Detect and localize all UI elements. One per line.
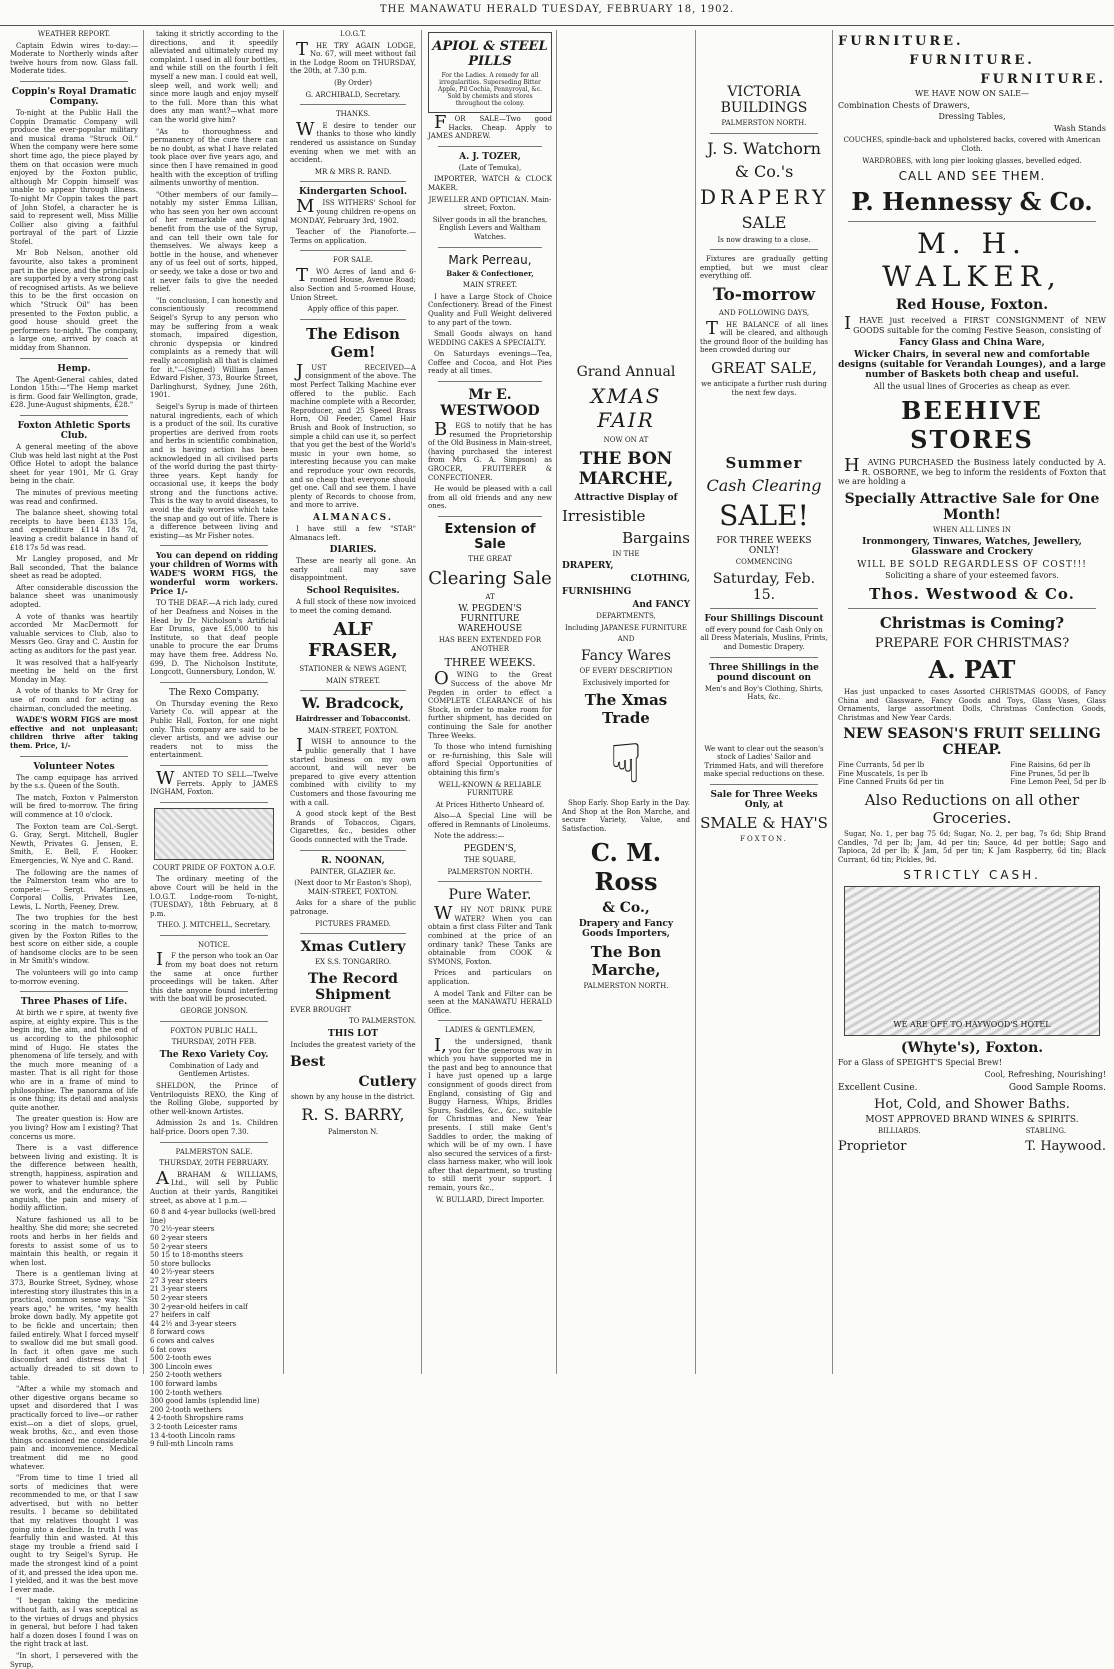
athletic-para: After considerable discussion the balance sheet was unanimously adopted.	[10, 583, 138, 610]
record-to: TO PALMERSTON.	[348, 1017, 416, 1026]
hall-heading: FOXTON PUBLIC HALL.	[170, 1026, 258, 1035]
wicker-chairs: Wicker Chairs, in several new and comfortable designs (suitable for Verandah Lounges), and a large number of Baskets both cheap and useful.	[838, 350, 1106, 381]
pegden-para: WELL-KNOWN & RELIABLE FURNITURE	[438, 780, 542, 798]
anticipate: we anticipate a further rush during the next few days.	[701, 379, 827, 397]
iogt-by: (By Order)	[334, 78, 372, 87]
barry-name: R. S. BARRY,	[301, 1105, 405, 1125]
stabling: STABLING.	[1025, 1126, 1066, 1135]
three-phases-para: "From time to time I tried all sorts of medicines that were recommended to me, or that I saw advertised, but with no better results. I became so debilitated that my relatives thought I was going into a decline. In truth I was fearfully thin and wasted. At this stage my trouble a friend said I ought to try Seigel's Syrup. He made the strongest kind of a point of it, and pressed the idea upon me. I yielded, and it was the best move I ever made.	[10, 1474, 138, 1594]
stock-item: 30 2-year-old heifers in calf	[150, 1302, 248, 1311]
athletic-para: A general meeting of the above Club was held last night at the Post Office Hotel to adopt the balance sheet for year 1901, Mr G. Gray being in the chair.	[10, 442, 138, 486]
ross-co: & Co.,	[602, 899, 650, 916]
baths: Hot, Cold, and Shower Baths.	[874, 1096, 1070, 1112]
sugar-prices: Sugar, No. 1, per bag 75 6d; Sugar, No. 2, per bag, 7s 6d; Ship Brand Candles, 7d per lb; Jam, 4d per tin; Sauce, 4d per bottle; Sago and Tapioca, 2d per lb; K Jam, 5d per tin; K Jam Raspberry, 6d tin; Black Currant, 6d tin; Pickles, 9d.	[838, 830, 1106, 864]
weather-heading: WEATHER REPORT.	[37, 30, 111, 38]
fruit-price: Fine Muscatels, 1s per lb	[838, 769, 928, 778]
prepare-christmas: PREPARE FOR CHRISTMAS?	[874, 635, 1070, 651]
stock-item: 100 2-tooth wethers	[150, 1388, 222, 1397]
noonan-sub: PAINTER, GLAZIER &c.	[310, 867, 396, 876]
pegden-para: At Prices Hitherto Unheard of.	[435, 800, 545, 809]
tomorrow-heading: To-morrow	[712, 284, 816, 305]
hemp-para: The Agent-General cables, dated London 15th:—"The Hemp market is firm. Good fair Wellington, grade, £28. June-August shipments, £28."	[10, 375, 138, 410]
masthead: THE MANAWATU HERALD TUESDAY, FEBRUARY 18, 1902.	[0, 0, 1114, 26]
westwood-name: Mr E. WESTWOOD	[440, 387, 540, 420]
four-shillings-para: off every pound for Cash Only on all Dress Materials, Muslins, Prints, and Domestic Drapery.	[700, 625, 828, 651]
fancy-wares: Fancy Wares	[580, 647, 671, 664]
volunteer-heading: Volunteer Notes	[33, 761, 115, 772]
stock-item: 8 forward cows	[150, 1328, 205, 1337]
watchorn-co: & Co.'s	[734, 161, 794, 181]
athletic-para: A vote of thanks to Mr Gray for use of room and for acting as chairman, concluded the meeting.	[10, 687, 138, 713]
red-house: Red House, Foxton.	[895, 297, 1049, 314]
three-phases-para: "After a while my stomach and other digestive organs became so upset and disordered that I was practically forced to live—or rather exist—on a diet of slops, gruel, weak broths, &c., and even those things occasioned me considerable pain and inconvenience. Medical treatment did me no good whatever.	[10, 1385, 138, 1471]
volunteer-para: The camp equipage has arrived by the s.s. Queen of the South.	[10, 773, 138, 791]
xmas-trade: The Xmas Trade	[584, 691, 668, 728]
tozer-para: IMPORTER, WATCH & CLOCK MAKER.	[428, 175, 552, 192]
tozer-para: JEWELLER AND OPTICIAN. Main-street, Foxton.	[428, 195, 552, 213]
xmas-fair: XMAS FAIR	[590, 384, 662, 432]
seigel-para: Seigel's Syrup is made of thirteen natural ingredients, each of which is a product of the soil. Its curative properties are derived from roots and herbs in scientific combination, and is having action has been acknowledged in all civilised parts of the world during the past thirty-three years. Kept handy for occasional use, it keeps the body strong and the functions active. This is the way to avoid diseases, to avoid the daily worries which take the snap and go out of life. There is a difference between living and existing—as Mr Fisher notes.	[150, 402, 278, 540]
have-on-sale: WE HAVE NOW ON SALE—	[915, 89, 1029, 98]
beehive-stores: BEEHIVE STORES	[901, 395, 1043, 454]
pills-heading: APIOL & STEEL PILLS	[432, 39, 548, 69]
athletic-para: Mr Langley proposed, and Mr Ball seconded, That the balance sheet as read be adopted.	[10, 555, 138, 581]
athletic-heading: Foxton Athletic Sports Club.	[17, 420, 131, 441]
seigel-para: "As to thoroughness and permanency of the cure there can be no doubt, as what I have related took place over five years ago, and since then I have remained in good health with the exception of trifling ailments unworthy of mention.	[150, 127, 278, 188]
lot-para: Includes the greatest variety of the	[290, 1040, 416, 1049]
stock-item: 50 store bullocks	[150, 1259, 211, 1268]
for-sale-para: TWO Acres of land and 6-roomed House, Avenue Road; also Section and 5-roomed House, Union Street.	[290, 264, 416, 302]
three-phases-para: There is a gentleman living at 373, Bourke Street, Sydney, whose interesting story illustrates this in a practical, common sense way. "Six years ago," he writes, "my health broke down badly. My appetite got to be fickle and uncertain; then failed entirely. What I forced myself to swallow did me but small good. In fact it often gave me such discomfort and distress that I actually dreaded to sit down to table.	[10, 1270, 138, 1382]
combination-chests: Combination Chests of Drawers,	[838, 100, 970, 110]
close-note: Is now drawing to a close.	[717, 235, 811, 244]
tozer-para: Silver goods in all the branches, English Levers and Waltham Watches.	[432, 215, 548, 241]
westwood-para: BEGS to notify that he has resumed the Proprietorship of the Old Business in Main-street, (having purchased the interest from Mrs G. A. Simpson) as GROCER, FRUITERER & CONFECTIONER.	[428, 419, 552, 482]
apat-name: A. PAT	[928, 654, 1016, 684]
hemp-heading: Hemp.	[57, 363, 91, 374]
haywood-name: T. Haywood.	[1025, 1138, 1106, 1154]
extension-sub: THE GREAT	[468, 555, 512, 563]
column-2	[146, 30, 282, 1449]
noonan-frame: PICTURES FRAMED.	[315, 919, 391, 928]
japanese-furniture: Including JAPANESE FURNITURE	[564, 623, 688, 632]
pointing-hand-icon: ☟	[609, 731, 643, 795]
diaries-heading: DIARIES.	[329, 545, 377, 556]
noonan-para: Asks for a share of the public patronage.	[290, 899, 416, 916]
balance-para: THE BALANCE of all lines will be cleared, and although the ground floor of the building has been crowded during our	[700, 317, 828, 355]
now-on: NOW ON AT	[603, 436, 649, 444]
westwood-para: He would be pleased with a call from all old friends and any new ones.	[428, 485, 552, 511]
grand-annual: Grand Annual	[576, 364, 676, 380]
stock-item: 200 2-tooth wethers	[150, 1405, 222, 1414]
three-phases-para: The greater question is: How are you living? How am I existing? That concerns us more.	[10, 1115, 138, 1141]
three-phases-para: At birth we r spire, at twenty five aspire, at eighty expire. This is the begin ing, the aim, and the end of us according to the philosophic mind of Hugo. He states the phenomena of life tersely, and with the much more meaning of a master. That is all right for those who are in a frame of mind to philosophise. The panorama of life is one thing; its detail and analysis quite another.	[10, 1009, 138, 1112]
saturday-date: Saturday, Feb. 15.	[712, 570, 816, 603]
fancy-word: And FANCY	[632, 600, 690, 611]
bradcock-name: W. Bradcock,	[301, 696, 405, 713]
hall-sub: Combination of Lady and Gentlemen Artistes.	[169, 1061, 259, 1079]
three-phases-para: There is a vast difference between living and existing. It is the difference between health, strength, happiness, aspiration and power to whatever humble sphere we work, and the endurance, the anguish, the pain and misery of bodily affliction.	[10, 1144, 138, 1213]
also-reductions: Also Reductions on all other Groceries.	[864, 791, 1080, 828]
column-5	[558, 30, 694, 1374]
stock-item: 60 8 and 4-year bullocks (well-bred line)	[150, 1208, 276, 1225]
note-address: Note the address:—	[434, 832, 505, 841]
court-emblem-image	[154, 808, 274, 860]
wade-worm-ad: WADE'S WORM FIGS are most effective and not unpleasant; children thrive after taking them. Price, 1/-	[10, 715, 138, 750]
fixtures-note: Fixtures are gradually getting emptied, but we must clear everything off.	[700, 255, 828, 281]
clear-hats-para: We want to clear out the season's stock of Ladies' Sailor and Trimmed Hats, and will therefore make special reductions on these.	[703, 744, 825, 779]
tozer-sub: (Late of Temuka),	[458, 163, 522, 172]
fancy-glass: Fancy Glass and China Ware,	[899, 338, 1045, 349]
extended-text: HAS BEEN EXTENDED FOR ANOTHER	[438, 636, 542, 653]
billiards: BILLIARDS.	[878, 1126, 921, 1135]
iogt-signature: G. ARCHIBALD, Secretary.	[305, 90, 401, 99]
whytes-foxton: (Whyte's), Foxton.	[900, 1040, 1044, 1057]
wardrobes-line: WARDROBES, with long pier looking glasses, bevelled edged.	[862, 156, 1082, 165]
clothing-word: CLOTHING,	[630, 574, 690, 585]
bon-marche-heading: THE BON MARCHE,	[578, 448, 674, 489]
for-sale-heading: FOR SALE.	[333, 256, 373, 265]
stock-item: 9 full-mth Lincoln rams	[150, 1440, 234, 1449]
water-para: A model Tank and Filter can be seen at the MANAWATU HERALD Office.	[428, 989, 552, 1015]
pegden-warehouse: W. PEGDEN'S FURNITURE WAREHOUSE	[457, 604, 523, 635]
volunteer-para: The volunteers will go into camp to-morrow evening.	[10, 969, 138, 986]
worm-figs-ad: You can depend on ridding your children of Worms with WADE'S WORM FIGS, the wonderful worm workers. Price 1/-	[150, 550, 278, 597]
pegdens-square: THE SQUARE,	[464, 856, 516, 865]
ironmongery: Ironmongery, Tinwares, Watches, Jewellery, Glassware and Crockery	[862, 537, 1082, 558]
furnishing-word: FURNISHING	[562, 587, 632, 598]
sale-date: THURSDAY, 20TH FEBRUARY.	[159, 1159, 269, 1168]
fruit-price: Fine Lemon Peel, 5d per lb	[1010, 778, 1106, 787]
commencing: COMMENCING	[735, 558, 793, 567]
shop-early: Shop Early. Shop Early in the Day. And Shop at the Bon Marche, and secure Variety, Value, and Satisfaction.	[562, 799, 690, 833]
perreau-addr: MAIN STREET.	[462, 281, 518, 290]
bon-marche-footer: The Bon Marche,	[590, 942, 662, 979]
pegden-para: Also—A Special Line will be offered in Remnants of Linoleums.	[428, 812, 552, 829]
column-3	[286, 30, 420, 1374]
when-all-lines: WHEN ALL LINES IN	[933, 525, 1011, 534]
three-weeks: THREE WEEKS.	[444, 656, 536, 670]
iogt-heading: I.O.G.T.	[340, 30, 366, 38]
coppin-para: Mr Bob Nelson, another old favourite, also takes a prominent part in the piece, and the principals are supported by a very strong cast of recognised artists. As we believe this to be the first occasion on which "Struck Oil" has been presented to the Foxton public, a good house should greet the performers to-night. The company, a large one, arrived by coach at midday from Shannon.	[10, 249, 138, 352]
sale-big: SALE!	[719, 499, 809, 533]
apat-para: Has just unpacked to cases Assorted CHRISTMAS GOODS, of Fancy China and Glassware, Fancy Goods and Toys, Glass Vases, Glass Ornaments, large assortment Dolls, Christmas Confection Goods, Christmas and New Year Cards.	[838, 687, 1106, 722]
stock-item: 70 2½-year steers	[150, 1225, 215, 1234]
drapery-word: DRAPERY,	[562, 561, 614, 572]
weather-report: Captain Edwin wires to-day:— Moderate to Northerly winds after twelve hours from now. Glass fall. Moderate tides.	[10, 41, 138, 76]
athletic-para: It was resolved that a half-yearly meeting be held on the first Monday in May.	[10, 658, 138, 684]
summer-heading: Summer	[725, 454, 803, 473]
hotel-caption: WE ARE OFF TO HAYWOOD'S HOTEL	[893, 1020, 1051, 1030]
wash-stands: Wash Stands	[1054, 123, 1106, 133]
every-desc: OF EVERY DESCRIPTION	[579, 666, 673, 675]
exclusively: Exclusively imported for	[582, 678, 670, 687]
proprietor-row	[838, 1139, 1106, 1154]
noonan-addr: (Next door to Mr Easton's Shop), MAIN-STREET, FOXTON.	[294, 879, 412, 896]
fraser-addr: MAIN STREET.	[325, 676, 381, 685]
billiards-row	[838, 1127, 1106, 1135]
hall-date: THURSDAY, 20TH FEB.	[171, 1038, 257, 1047]
irresistible-word: Irresistible	[562, 506, 646, 525]
court-signature: THEO. J. MITCHELL, Secretary.	[157, 921, 271, 930]
christmas-coming: Christmas is Coming?	[879, 613, 1065, 632]
water-para: WHY NOT DRINK PURE WATER? When you can obtain a first class Filter and Tank combined at the price of an ordinary tank? These Tanks are obtainable from COOK & SYMONS, Foxton.	[428, 903, 552, 966]
notice-heading: NOTICE.	[198, 940, 230, 949]
soliciting: Soliciting a share of your esteemed favors.	[885, 571, 1059, 581]
seigel-para: taking it strictly according to the directions, and it speedily alleviated and ultimately cured my complaint. I used in all four bottles, and while still on the fourth I felt myself a new man. I could eat well, sleep well, and work well; and since more laugh and enjoy myself to the full. More than this what does any man want?—what more can the world give him?	[150, 30, 278, 124]
call-see: CALL AND SEE THEM.	[898, 169, 1046, 184]
stock-item: 60 2-year steers	[150, 1233, 208, 1242]
excellent-cusine: Excellent Cusine.	[838, 1082, 918, 1093]
smale-foxton: FOXTON.	[740, 835, 788, 844]
smale-hays: SMALE & HAY'S	[700, 814, 828, 833]
stock-item: 300 Lincoln ewes	[150, 1362, 212, 1371]
pegden-para: To those who intend furnishing or re-furnishing, this Sale will afford Special Opportunities of obtaining this firm's	[428, 743, 552, 777]
departments-word: DEPARTMENTS,	[596, 612, 656, 621]
athletic-para: A vote of thanks was heartily accorded Mr MacDermott for valuable services to Club, also to Messrs Geo. Gray and C. Austin for acting as auditors for the past year.	[10, 612, 138, 656]
seigel-para: "Other members of our family—notably my sister Emma Lillian, who has seen you her own account of her remarkable and signal benefit from the use of the Syrup, and can tell their own tale for themselves. We always keep a bottle in the house, and whenever any of us feel out of sorts, hipped, or seedy, we take a dose or two and it never fails to give the needed relief.	[150, 190, 278, 294]
pegdens-name: PEGDEN'S,	[463, 844, 517, 855]
furniture-3: FURNITURE.	[980, 72, 1106, 87]
beehive-para: HAVING PURCHASED the Business lately conducted by A. R. OSBORNE, we beg to inform the residents of Foxton that we are holding a	[838, 454, 1106, 487]
diaries-para: These are nearly all gone. An early call may save disappointment.	[290, 557, 416, 583]
sale-heading: SALE	[741, 212, 787, 232]
sale-three-weeks: Sale for Three Weeks Only, at	[710, 790, 818, 811]
volunteer-para: The match, Foxton v Palmerston will be fired to-morrow. The firing will commence at 10 o'clock.	[10, 793, 138, 819]
best-word: Best	[290, 1053, 326, 1070]
iogt-para: THE TRY AGAIN LODGE, No. 67, will meet without fail in the Lodge Room on THURSDAY, the 20th, at 7.30 p.m.	[290, 38, 416, 76]
cutlery-sub: EX S.S. TONGARIRO.	[314, 958, 392, 967]
pegden-para: OWING to the Great Success of the above Mr Pegden in order to effect a COMPLETE CLEARANCE of his Stock, in order to make room for further shipment, has decided on continuing the Sale for another Three Weeks.	[428, 668, 552, 740]
bon-marche-palm: PALMERSTON NORTH.	[583, 981, 669, 990]
stock-item: 50 15 to 18-months steers	[150, 1251, 243, 1260]
stock-item: 300 good lambs (splendid line)	[150, 1397, 260, 1406]
hennessy-name: P. Hennessy & Co.	[851, 187, 1093, 217]
athletic-para: The balance sheet, showing total receipts to have been £133 15s, and expenditure £114 18s 7d, leaving a credit balance in hand of £18 17s 5d was read.	[10, 509, 138, 552]
sale-heading: PALMERSTON SALE.	[175, 1147, 253, 1156]
hall-admission: Admission 2s and 1s. Children half-price. Doors open 7.30.	[150, 1119, 278, 1136]
water-para: Prices and particulars on application.	[428, 969, 552, 986]
bradcock-sub: Hairdresser and Tobacconist.	[295, 714, 411, 724]
rexo-variety-title: The Rexo Variety Coy.	[159, 1049, 269, 1060]
sold-regardless: WILL BE SOLD REGARDLESS OF COST!!!	[857, 560, 1087, 571]
hotel-row	[838, 1083, 1106, 1093]
attractive-display: Attractive Display of	[574, 492, 678, 503]
record-ever: EVER BROUGHT	[290, 1005, 352, 1014]
usual-groceries: All the usual lines of Groceries as cheap as ever.	[873, 382, 1071, 392]
drapery-heading: DRAPERY	[700, 184, 830, 209]
kindergarten-para: MISS WITHERS' School for young children re-opens on MONDAY, February 3rd, 1902.	[290, 196, 416, 225]
fruit-prices	[838, 761, 1106, 787]
kindergarten-para: Teacher of the Pianoforte.—Terms on application.	[290, 228, 416, 245]
school-para: A full stock of these now invoiced to meet the coming demand.	[290, 597, 416, 615]
hack-ad: FOR SALE—Two good Hacks. Cheap. Apply to JAMES ANDREW.	[428, 112, 552, 141]
three-weeks-only: FOR THREE WEEKS ONLY!	[716, 536, 812, 557]
record-heading: The Record Shipment	[308, 970, 398, 1003]
column-6	[696, 30, 832, 1374]
athletic-para: The minutes of previous meeting was read and confirmed.	[10, 488, 138, 506]
rexo-para: On Thursday evening the Rexo Variety Co. will appear at the Public Hall, Foxton, for one night only. This company are said to be clever artists, and we advise our readers not to miss the entertainment.	[150, 699, 278, 760]
stock-item: 4 2-tooth Shropshire rams	[150, 1414, 244, 1423]
notice-para: IF the person who took an Oar from my boat does not return the same at once further proceedings will be taken. After this date anyone found interfering with the boat will be prosecuted.	[150, 949, 278, 1004]
hall-desc: SHELDON, the Prince of Ventriloquists REXO, the King of the Rolling Globe, supported by other well-known Artistes.	[150, 1082, 278, 1116]
court-para: The ordinary meeting of the above Court will be held in the I.O.G.T. Lodge-room To-night, (TUESDAY), 18th February, at 8 p.m.	[150, 875, 278, 918]
pegdens-palm: PALMERSTON NORTH.	[447, 867, 533, 876]
thos-westwood: Thos. Westwood & Co.	[869, 584, 1075, 603]
coppin-heading: Coppin's Royal Dramatic Company.	[11, 86, 137, 107]
water-heading: Pure Water.	[448, 887, 532, 904]
three-shillings-heading: Three Shillings in the pound discount on	[709, 662, 819, 683]
stock-item: 3 2-tooth Leicester rams	[150, 1422, 238, 1431]
stock-item: 40 2½-year steers	[150, 1268, 215, 1277]
ladies-signature: W. BULLARD, Direct Importer.	[435, 1195, 545, 1204]
column-4	[424, 30, 556, 1374]
stock-item: 27 3 year steers	[150, 1276, 208, 1285]
speights-glass: For a Glass of SPEIGHT'S Special Brew!	[838, 1058, 1002, 1068]
furniture-2: FURNITURE.	[909, 53, 1035, 68]
perreau-sub: Baker & Confectioner,	[446, 268, 534, 278]
watchorn-name: J. S. Watchorn	[707, 138, 821, 158]
in-the: IN THE	[612, 549, 640, 558]
furniture-1: FURNITURE.	[838, 34, 964, 49]
three-shillings-para: Men's and Boy's Clothing, Shirts, Hats, &c.	[704, 684, 824, 702]
stock-item: 100 forward lambs	[150, 1380, 218, 1388]
three-phases-para: "I began taking the medicine without faith, as I was sceptical as to the virtues of drugs and physics in general, but before I had taken half a dozen doses I found I was on the right track at last.	[10, 1597, 138, 1649]
volunteer-para: The following are the names of the Palmerston team who are to compete:— Sergt. Martinsen, Corporal Collis, Privates Lee, Lewis, L. North, Feeney, Drew.	[10, 868, 138, 911]
school-heading: School Requisites.	[306, 585, 400, 596]
lot-heading: THIS LOT	[328, 1028, 378, 1039]
fruit-price: Fine Currants, 5d per lb	[838, 761, 925, 770]
ross-name: C. M. Ross	[590, 837, 662, 896]
three-phases-para: "In short, I persevered with the Syrup,	[10, 1651, 138, 1669]
bradcock-para: IWISH to announce to the public generally that I have started business on my own account, and will never be prepared to give every attention combined with civility to my Customers and those favouring me with a call.	[290, 735, 416, 807]
stock-list	[150, 1208, 278, 1449]
edison-para: JUST RECEIVED—A consignment of the above. The most Perfect Talking Machine ever offered to the public. Each machine complete with a Recorder, Reproducer, and 25 Speed Brass Horn, Oil Feeder, Camel Hair Brush and Book of Instruction, so simple a child can use it, so perfect that you get the best of the World's music in your own home, so interesting because you can make and reproduce your own records, and so cheap that everyone should get one. Call and see them. I have plenty of Records to choose from, and more to arrive.	[290, 360, 416, 510]
stock-item: 21 3-year steers	[150, 1285, 208, 1294]
court-heading: COURT PRIDE OF FOXTON A.O.F.	[152, 863, 276, 872]
ladies-para: I,the undersigned, thank you for the generous way in which you have supported me in the past and beg to announce that I have just opened up a large consignment of goods direct from England, consisting of Gig and Buggy Harness, Whips, Bridles Spurs, Saddles, &c., &c., suitable for Christmas and New Year presents. I still make Gent's Saddles to order, the making of which will be of my own. I have also secured the services of a first-class harness maker, who will look after that department, so trusting to still merit your support. I remain, yours &c.,	[428, 1034, 552, 1193]
stock-item: 50 2-year steers	[150, 1294, 208, 1303]
specially-attractive: Specially Attractive Sale for One Month!	[844, 490, 1100, 523]
fraser-name: ALF FRASER,	[308, 619, 398, 662]
bargains-word: Bargains	[622, 528, 690, 547]
notice-signature: GEORGE JONSON.	[180, 1007, 248, 1016]
proprietor-label: Proprietor	[838, 1138, 907, 1154]
sale-para: ABRAHAM & WILLIAMS, Ltd., will sell by Public Auction at their yards, Rangitikei street, as above at 1 p.m.—	[150, 1167, 278, 1205]
walker-para: IHAVE just received a FIRST CONSIGNMENT of NEW GOODS suitable for the coming Festive Season, consisting of	[844, 313, 1106, 335]
stock-item: 6 fat cows	[150, 1345, 187, 1354]
clearing-heading: Clearing Sale	[428, 567, 552, 589]
almanacs-heading: ALMANACS.	[313, 512, 393, 523]
column-7	[834, 30, 1110, 1374]
perreau-name: Mark Perreau,	[448, 252, 532, 267]
noonan-name: R. NOONAN,	[321, 855, 385, 866]
cash-clearing: Cash Clearing	[706, 476, 822, 496]
fruit-left	[838, 761, 944, 787]
three-phases-heading: Three Phases of Life.	[20, 997, 128, 1008]
fruit-price: Fine Raisins, 6d per lb	[1010, 761, 1091, 770]
stock-item: 500 2-tooth ewes	[150, 1354, 212, 1363]
almanacs-para: I have still a few "STAR" Almanacs left.	[290, 524, 416, 542]
bradcock-para: A good stock kept of the Best Brands of Tobaccos, Cigars, Cigarettes, &c., besides other Goods connected with the Trade.	[290, 810, 416, 844]
fruit-heading: NEW SEASON'S FRUIT SELLING CHEAP.	[843, 726, 1101, 759]
couches-line: COUCHES, spindle-back and upholstered backs, covered with American Cloth.	[843, 136, 1101, 153]
at-word: AT	[485, 592, 495, 601]
following-days: AND FOLLOWING DAYS,	[718, 308, 810, 317]
wines-spirits: MOST APPROVED BRAND WINES & SPIRITS.	[865, 1114, 1079, 1125]
deaf-ad: TO THE DEAF.—A rich lady, cured of her Deafness and Noises in the Head by Dr Nicholson's Artificial Ear Drums, gave £5,000 to his Institute, so that deaf people unable to procure the ear Drums may have them free. Address No. 699, D. The Nicholson Institute, Longcott, Gunnersbury, London, W.	[150, 599, 278, 677]
ladies-heading: LADIES & GENTLEMEN,	[444, 1026, 536, 1035]
bradcock-addr: MAIN-STREET, FOXTON.	[307, 726, 399, 735]
seigel-para: "In conclusion, I can honestly and conscientiously recommend Seigel's Syrup to any person who may be suffering from a weak stomach, impaired digestion, chronic dyspepsia or kindred complaints as a remedy that will really accomplish all that is claimed for it."—(Signed) William James Edward Fisher, 373, Bourke Street, Darlinghurst, Sydney, June 26th, 1901.	[150, 296, 278, 400]
three-phases-para: Nature fashioned us all to be healthy. She did more; she secreted roots and herbs in her fields and forests to assist some of us to maintain this health, or regain it when lost.	[10, 1215, 138, 1267]
fruit-price: Fine Prunes, 5d per lb	[1010, 769, 1090, 778]
thanks-signature: MR & MRS R. RAND.	[314, 167, 392, 176]
volunteer-para: The Foxton team are Col.-Sergt. G. Gray, Sergt. Mitchell, Bugler Newth, Privates G. Jensen, E. Smith, E. Bell, F. Hooker. Emergencies, W. Nye and C. Rand.	[10, 822, 138, 865]
hotel-illustration	[844, 886, 1100, 1036]
perreau-para: On Saturdays evenings—Tea, Coffee and Cocoa, and Hot Pies ready at all times.	[428, 350, 552, 376]
walker-name: M. H. WALKER,	[882, 227, 1062, 294]
pills-text: For the Ladies. A remedy for all irregularities. Superseding Bitter Apple, Pil Cochia, Pennyroyal, &c. Sold by chemists and stores throughout the colony.	[437, 72, 543, 107]
rexo-heading: The Rexo Company.	[169, 687, 259, 698]
barry-addr: Palmerston N.	[327, 1128, 379, 1137]
ferret-ad: WANTED TO SELL—Twelve Ferrets. Apply to JAMES INGHAM, Foxton.	[150, 767, 278, 797]
perreau-para: I have a Large Stock of Choice Confectionery. Bread of the Finest Quality and Full Weight delivered to any part of the town.	[428, 292, 552, 327]
ross-importers: Drapery and Fancy Goods Importers,	[578, 918, 674, 939]
stock-item: 44 2½ and 3-year steers	[150, 1319, 237, 1328]
stock-item: 13 4-tooth Lincoln rams	[150, 1431, 235, 1440]
cutlery-word: Cutlery	[358, 1073, 416, 1090]
great-sale: GREAT SALE,	[711, 358, 817, 377]
shown-para: shown by any house in the district.	[290, 1092, 416, 1101]
stock-item: 27 heifers in calf	[150, 1311, 210, 1320]
column-1	[6, 30, 142, 1669]
tozer-name: A. J. TOZER,	[459, 151, 521, 162]
strictly-cash: STRICTLY CASH.	[903, 868, 1041, 883]
fruit-right	[1010, 761, 1106, 787]
edison-heading: The Edison Gem!	[306, 324, 400, 361]
sample-rooms: Good Sample Rooms.	[1008, 1082, 1106, 1093]
cool-refreshing: Cool, Refreshing, Nourishing!	[984, 1070, 1106, 1080]
fruit-price: Fine Canned Fruits 6d per tin	[838, 778, 944, 787]
perreau-para: Small Goods always on hand WEDDING CAKES A SPECIALTY.	[428, 330, 552, 347]
stock-item: 6 cows and calves	[150, 1337, 215, 1346]
kindergarten-heading: Kindergarten School.	[298, 187, 408, 198]
four-shillings-heading: Four Shillings Discount	[704, 613, 824, 624]
victoria-palm: PALMERSTON NORTH.	[721, 119, 807, 127]
dressing-tables: Dressing Tables,	[938, 112, 1006, 122]
stock-item: 50 2-year steers	[150, 1242, 208, 1251]
thanks-heading: THANKS.	[336, 110, 370, 119]
and-word: AND	[617, 635, 635, 644]
victoria-buildings: VICTORIA BUILDINGS	[720, 84, 808, 116]
extension-heading: Extension of Sale	[444, 522, 536, 552]
coppin-para: To-night at the Public Hall the Coppin Dramatic Company will produce the ever-popular military and musical drama "Struck Oil." When the company were here some short time ago, the piece played by them on that occasion were much enjoyed by the Foxton public, although Mr Coppin himself was unable to appear through illness. To-night Mr Coppin takes the part of John Stofel, a character he is said to represent well, Miss Millie Collier also giving a faithful portrayal of the part of Lizzie Stofel.	[10, 108, 138, 246]
thanks-para: WE desire to tender our thanks to those who kindly rendered us assistance on Sunday evening when we met with an accident.	[290, 118, 416, 165]
stock-item: 250 2-tooth wethers	[150, 1371, 222, 1380]
volunteer-para: The two trophies for the best scoring in the match to-morrow, given by the Foxton Rifles to the best score on either side, a couple of handsome clocks are to be seen in Mr Smith's window.	[10, 914, 138, 966]
for-sale-apply: Apply office of this paper.	[307, 305, 399, 314]
fraser-sub: STATIONER & NEWS AGENT,	[299, 665, 407, 674]
cutlery-heading: Xmas Cutlery	[300, 939, 406, 956]
